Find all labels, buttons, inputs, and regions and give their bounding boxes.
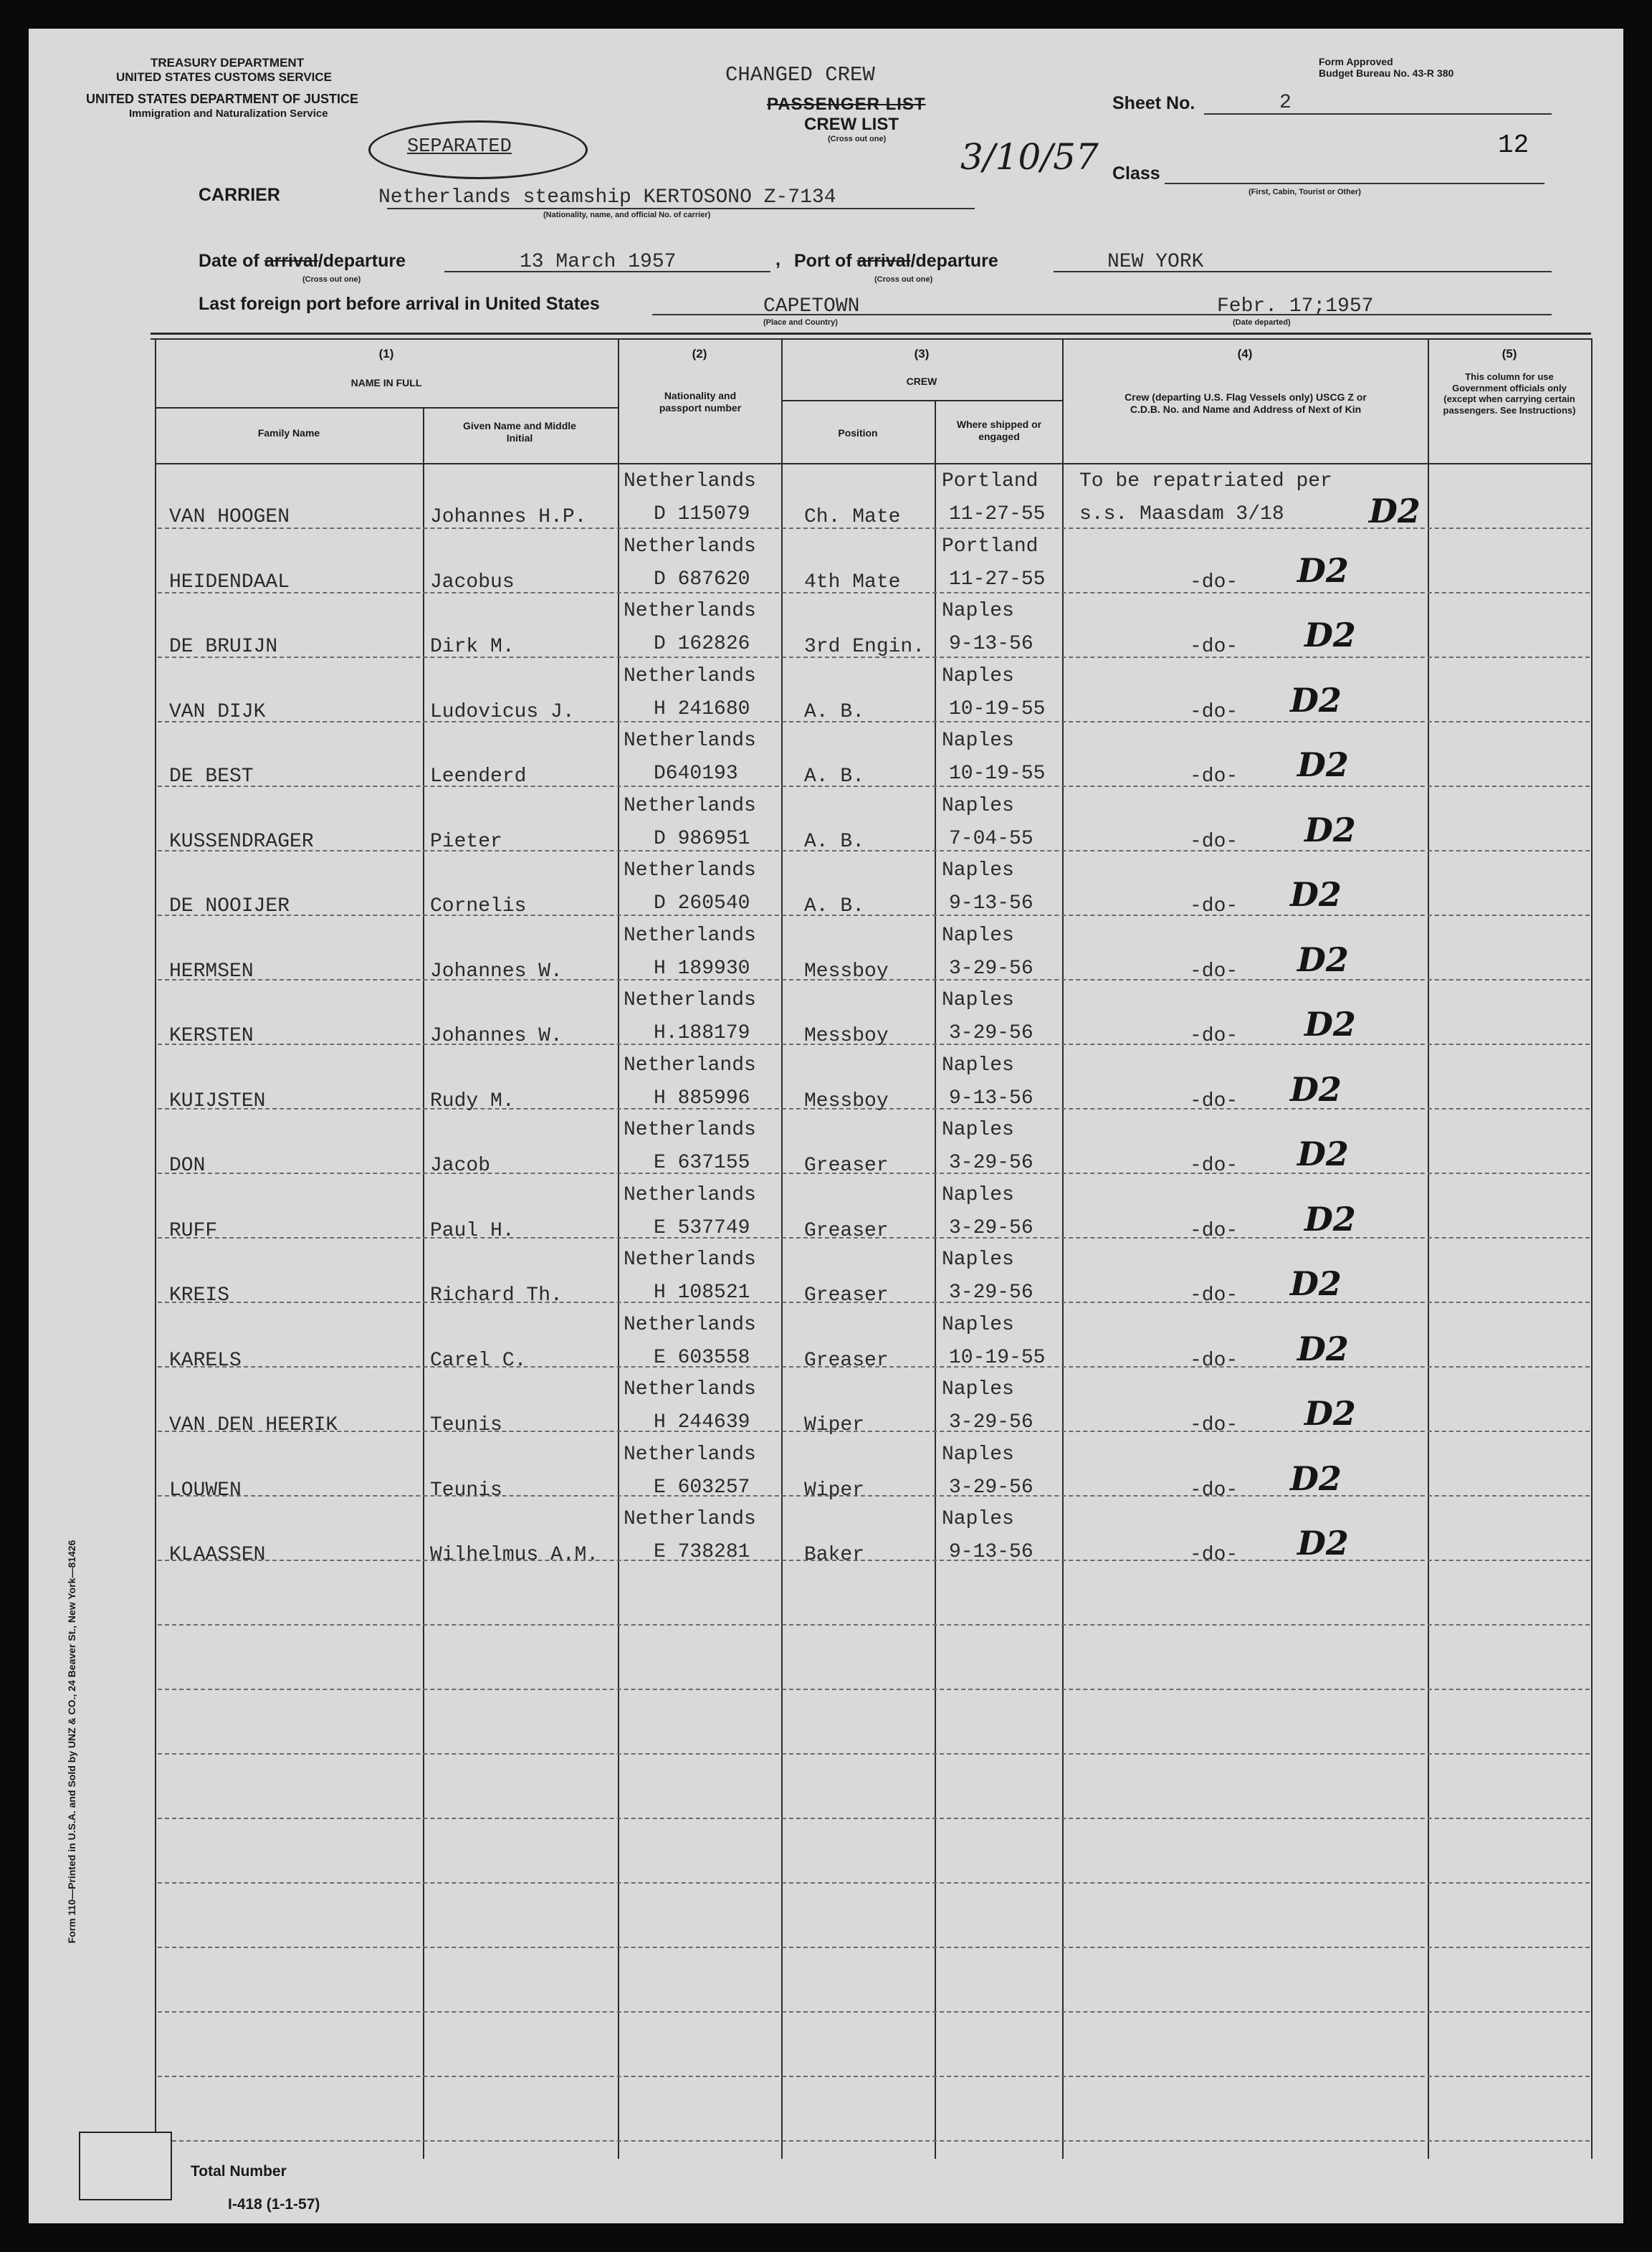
carrier-hint: (Nationality, name, and official No. of carrier) (543, 211, 711, 219)
comma: , (775, 249, 780, 269)
header-bottom-rule (155, 463, 1591, 464)
given-name-cell: Johannes W. (430, 1025, 563, 1047)
family-name-cell: KERSTEN (169, 1025, 254, 1047)
passport-cell: D 115079 (654, 503, 750, 525)
nationality-cell: Netherlands (624, 1443, 756, 1466)
given-name-cell: Johannes W. (430, 960, 563, 983)
shipped-port-cell: Naples (942, 600, 1014, 622)
shipped-port-cell: Naples (942, 1054, 1014, 1077)
position-cell: A. B. (804, 895, 865, 917)
next-of-kin-cell: -do- (1190, 571, 1238, 593)
shipped-port-cell: Naples (942, 730, 1014, 752)
position-cell: Messboy (804, 960, 889, 983)
changed-crew-title: CHANGED CREW (725, 63, 875, 87)
next-of-kin-cell: -do- (1190, 1219, 1238, 1242)
given-name-cell: Jacobus (430, 571, 515, 593)
handwritten-mark: D2 (1304, 1394, 1356, 1433)
place-hint: (Place and Country) (763, 318, 838, 327)
shipped-date-cell: 3-29-56 (949, 1022, 1033, 1044)
next-of-kin-cell: s.s. Maasdam 3/18 (1079, 503, 1284, 525)
col-divider-name (423, 409, 424, 2159)
handwritten-mark: D2 (1297, 1329, 1349, 1368)
given-name-cell: Cornelis (430, 895, 527, 917)
shipped-date-cell: 11-27-55 (949, 568, 1046, 591)
shipped-port-cell: Naples (942, 794, 1014, 817)
col4-title: Crew (departing U.S. Flag Vessels only) USCG Z or C.D.B. No. and Name and Address of Next of Kin (1125, 391, 1367, 415)
given-name-cell: Pieter (430, 830, 502, 853)
position-cell: Greaser (804, 1219, 889, 1242)
shipped-date-cell: 9-13-56 (949, 1541, 1033, 1563)
given-name-header: Given Name and Middle Initial (463, 420, 576, 444)
next-of-kin-cell: -do- (1190, 700, 1238, 723)
row-rule (158, 1818, 1590, 1819)
col3-number: (3) (914, 347, 930, 361)
passport-cell: E 738281 (654, 1541, 750, 1563)
shipped-port-cell: Portland (942, 470, 1039, 492)
col2-title: Nationality and passport number (659, 390, 742, 414)
next-of-kin-cell: -do- (1190, 765, 1238, 788)
handwritten-mark: D2 (1290, 875, 1342, 914)
nationality-cell: Netherlands (624, 1508, 756, 1530)
family-name-cell: HERMSEN (169, 960, 254, 983)
col1-number: (1) (378, 347, 394, 361)
col-divider-3-4 (1062, 338, 1064, 2159)
position-cell: Greaser (804, 1155, 889, 1177)
position-cell: Greaser (804, 1349, 889, 1372)
row-rule (158, 1624, 1590, 1626)
passenger-list-label: PASSENGER LIST (767, 95, 926, 114)
agency-ins: Immigration and Naturalization Service (129, 108, 328, 120)
row-rule (158, 850, 1590, 851)
shipped-date-cell: 10-19-55 (949, 697, 1046, 720)
nationality-cell: Netherlands (624, 535, 756, 558)
position-cell: Ch. Mate (804, 506, 901, 528)
position-cell: Messboy (804, 1025, 889, 1047)
passport-cell: D 986951 (654, 827, 750, 850)
col-divider-4-5 (1428, 338, 1429, 2159)
col5-number: (5) (1501, 347, 1517, 361)
nationality-cell: Netherlands (624, 924, 756, 947)
agency-customs: UNITED STATES CUSTOMS SERVICE (116, 70, 333, 84)
row-rule (158, 2140, 1590, 2142)
shipped-port-cell: Naples (942, 1378, 1014, 1401)
nationality-cell: Netherlands (624, 1119, 756, 1141)
table-left-border (155, 338, 156, 2159)
handwritten-mark: D2 (1304, 616, 1356, 654)
given-name-cell: Rudy M. (430, 1089, 515, 1112)
shipped-date-cell: 9-13-56 (949, 1087, 1033, 1110)
port-label-post: /departure (910, 251, 998, 271)
crew-header-rule (781, 400, 1062, 401)
family-name-cell: VAN DEN HEERIK (169, 1414, 338, 1436)
family-name-cell: KUIJSTEN (169, 1089, 266, 1112)
date-label-pre: Date of (199, 251, 264, 271)
row-rule (158, 1753, 1590, 1755)
nationality-cell: Netherlands (624, 1378, 756, 1401)
row-rule (158, 2076, 1590, 2077)
shipped-date-cell: 3-29-56 (949, 1476, 1033, 1499)
family-name-cell: DE BRUIJN (169, 636, 278, 658)
given-name-cell: Richard Th. (430, 1284, 563, 1307)
given-name-cell: Teunis (430, 1414, 502, 1436)
family-name-cell: LOUWEN (169, 1479, 242, 1502)
name-header-rule (155, 407, 618, 409)
handwritten-mark: D2 (1304, 1005, 1356, 1044)
passport-cell: E 537749 (654, 1216, 750, 1239)
nationality-cell: Netherlands (624, 1183, 756, 1206)
family-name-cell: KUSSENDRAGER (169, 830, 314, 853)
shipped-date-cell: 9-13-56 (949, 892, 1033, 915)
passport-cell: D 162826 (654, 633, 750, 655)
passport-cell: H 241680 (654, 697, 750, 720)
passport-cell: E 603558 (654, 1346, 750, 1369)
shipped-port-cell: Naples (942, 1183, 1014, 1206)
position-cell: A. B. (804, 765, 865, 788)
given-name-cell: Johannes H.P. (430, 506, 587, 528)
next-of-kin-cell: -do- (1190, 1414, 1238, 1436)
next-of-kin-cell: -do- (1190, 895, 1238, 917)
shipped-port-cell: Naples (942, 1508, 1014, 1530)
shipped-date-cell: 10-19-55 (949, 1346, 1046, 1369)
handwritten-mark: D2 (1290, 1264, 1342, 1303)
next-of-kin-cell: -do- (1190, 830, 1238, 853)
crew-table (29, 29, 1623, 2223)
date-value: 13 March 1957 (520, 251, 677, 273)
position-cell: Baker (804, 1544, 865, 1566)
table-right-border (1591, 338, 1593, 2159)
col1-title: NAME IN FULL (350, 377, 422, 388)
row-rule (158, 915, 1590, 916)
shipped-date-cell: 10-19-55 (949, 763, 1046, 785)
page-number: 12 (1498, 130, 1529, 160)
passport-cell: H 108521 (654, 1282, 750, 1304)
nationality-cell: Netherlands (624, 600, 756, 622)
handwritten-mark: D2 (1304, 810, 1356, 849)
shipped-port-cell: Naples (942, 1443, 1014, 1466)
form-approved: Form Approved (1319, 56, 1393, 67)
passport-cell: D640193 (654, 763, 738, 785)
passport-cell: H 189930 (654, 957, 750, 980)
separated-stamp-text: SEPARATED (407, 136, 512, 158)
handwritten-mark: D2 (1290, 680, 1342, 720)
given-name-cell: Leenderd (430, 765, 527, 788)
port-value: NEW YORK (1107, 251, 1204, 273)
handwritten-mark: D2 (1290, 1069, 1342, 1109)
given-name-cell: Dirk M. (430, 636, 515, 658)
col-divider-3-inner (935, 401, 936, 2159)
nationality-cell: Netherlands (624, 794, 756, 817)
agency-justice: UNITED STATES DEPARTMENT OF JUSTICE (86, 92, 359, 106)
row-rule (158, 2011, 1590, 2013)
last-port-value: CAPETOWN (763, 295, 860, 318)
port-hint: (Cross out one) (874, 275, 933, 284)
agency-treasury: TREASURY DEPARTMENT (151, 56, 305, 70)
family-name-cell: VAN HOOGEN (169, 506, 290, 528)
port-label-strike: arrival (856, 251, 911, 271)
nationality-cell: Netherlands (624, 989, 756, 1011)
shipped-port-cell: Naples (942, 859, 1014, 882)
handwritten-mark: D2 (1369, 492, 1421, 530)
position-cell: Wiper (804, 1479, 865, 1502)
given-name-cell: Teunis (430, 1479, 502, 1502)
shipped-port-cell: Portland (942, 535, 1039, 558)
row-rule (158, 1882, 1590, 1884)
shipped-date-cell: 3-29-56 (949, 1282, 1033, 1304)
date-hint: (Cross out one) (302, 275, 361, 284)
crew-list-label: CREW LIST (804, 115, 899, 134)
last-port-label: Last foreign port before arrival in United States (199, 294, 600, 314)
date-label-strike: arrival (264, 251, 318, 271)
next-of-kin-cell: -do- (1190, 1349, 1238, 1372)
cross-out-hint: (Cross out one) (828, 135, 887, 143)
class-hint: (First, Cabin, Tourist or Other) (1248, 188, 1361, 196)
date-label-post: /departure (317, 251, 406, 271)
shipped-date-cell: 11-27-55 (949, 503, 1046, 525)
nationality-cell: Netherlands (624, 1054, 756, 1077)
shipped-date-cell: 7-04-55 (949, 827, 1033, 850)
nationality-cell: Netherlands (624, 470, 756, 492)
shipped-date-cell: 3-29-56 (949, 1411, 1033, 1433)
position-cell: Wiper (804, 1414, 865, 1436)
handwritten-mark: D2 (1297, 940, 1349, 979)
side-note: Form 110—Printed in U.S.A. and Sold by UNZ & CO., 24 Beaver St., New York—81426 (66, 1540, 77, 1944)
budget-bureau: Budget Bureau No. 43-R 380 (1319, 67, 1454, 79)
shipped-port-cell: Naples (942, 924, 1014, 947)
row-rule (158, 1431, 1590, 1432)
family-name-cell: RUFF (169, 1219, 218, 1242)
form-number: I-418 (1-1-57) (228, 2196, 320, 2213)
date-departed-value: Febr. 17;1957 (1217, 295, 1374, 318)
nationality-cell: Netherlands (624, 664, 756, 687)
handwritten-date: 3/10/57 (960, 136, 1099, 178)
family-name-cell: KREIS (169, 1284, 230, 1307)
col2-number: (2) (692, 347, 707, 361)
passport-cell: D 260540 (654, 892, 750, 915)
passport-cell: H 244639 (654, 1411, 750, 1433)
family-name-header: Family Name (257, 427, 320, 439)
shipped-port-cell: Naples (942, 1119, 1014, 1141)
carrier-value: Netherlands steamship KERTOSONO Z-7134 (378, 186, 836, 209)
next-of-kin-cell: -do- (1190, 636, 1238, 658)
class-label: Class (1112, 163, 1160, 183)
family-name-cell: VAN DIJK (169, 700, 266, 723)
next-of-kin-cell: -do- (1190, 960, 1238, 983)
position-cell: Messboy (804, 1089, 889, 1112)
given-name-cell: Wilhelmus A.M. (430, 1544, 599, 1566)
next-of-kin-cell: -do- (1190, 1025, 1238, 1047)
port-label-pre: Port of (794, 251, 857, 271)
carrier-label: CARRIER (199, 185, 280, 205)
position-header: Position (838, 427, 878, 439)
shipped-date-cell: 3-29-56 (949, 1152, 1033, 1174)
shipped-port-cell: Naples (942, 1313, 1014, 1336)
passport-cell: E 603257 (654, 1476, 750, 1499)
row-rule (158, 1947, 1590, 1948)
next-of-kin-cell: -do- (1190, 1479, 1238, 1502)
sheet-label: Sheet No. (1112, 93, 1195, 113)
family-name-cell: HEIDENDAAL (169, 571, 290, 593)
row-rule (158, 1495, 1590, 1497)
handwritten-mark: D2 (1290, 1459, 1342, 1498)
shipped-date-cell: 3-29-56 (949, 1216, 1033, 1239)
given-name-cell: Jacob (430, 1155, 491, 1177)
shipped-date-cell: 9-13-56 (949, 633, 1033, 655)
nationality-cell: Netherlands (624, 1313, 756, 1336)
family-name-cell: KLAASSEN (169, 1544, 266, 1566)
document-page (29, 29, 1623, 2223)
handwritten-mark: D2 (1297, 745, 1349, 784)
given-name-cell: Paul H. (430, 1219, 515, 1242)
family-name-cell: DE NOOIJER (169, 895, 290, 917)
next-of-kin-cell: -do- (1190, 1284, 1238, 1307)
next-of-kin-cell: -do- (1190, 1544, 1238, 1566)
sheet-number: 2 (1279, 92, 1291, 114)
where-shipped-header: Where shipped or engaged (956, 419, 1042, 442)
total-number-label: Total Number (191, 2163, 287, 2180)
given-name-cell: Ludovicus J. (430, 700, 575, 723)
next-of-kin-cell: -do- (1190, 1155, 1238, 1177)
handwritten-mark: D2 (1297, 1524, 1349, 1562)
given-name-cell: Carel C. (430, 1349, 527, 1372)
handwritten-mark: D2 (1297, 550, 1349, 590)
passport-cell: H.188179 (654, 1022, 750, 1044)
col3-title: CREW (906, 376, 937, 387)
date-departed-hint: (Date departed) (1233, 318, 1291, 327)
row-rule (158, 721, 1590, 722)
shipped-date-cell: 3-29-56 (949, 957, 1033, 980)
position-cell: A. B. (804, 830, 865, 853)
row-rule (158, 1560, 1590, 1561)
handwritten-mark: D2 (1304, 1199, 1356, 1239)
family-name-cell: KARELS (169, 1349, 242, 1372)
position-cell: A. B. (804, 700, 865, 723)
nationality-cell: Netherlands (624, 859, 756, 882)
position-cell: 3rd Engin. (804, 636, 925, 658)
nationality-cell: Netherlands (624, 1249, 756, 1271)
col5-title: This column for use Government officials only (except when carrying certain passengers. See Instructions) (1443, 371, 1576, 416)
passport-cell: H 885996 (654, 1087, 750, 1110)
position-cell: 4th Mate (804, 571, 901, 593)
shipped-port-cell: Naples (942, 989, 1014, 1011)
col4-number: (4) (1237, 347, 1253, 361)
shipped-port-cell: Naples (942, 664, 1014, 687)
total-number-box (79, 2132, 172, 2200)
row-rule (158, 1689, 1590, 1690)
passport-cell: D 687620 (654, 568, 750, 591)
nationality-cell: Netherlands (624, 730, 756, 752)
passport-cell: E 637155 (654, 1152, 750, 1174)
family-name-cell: DON (169, 1155, 206, 1177)
row-rule (158, 786, 1590, 787)
next-of-kin-cell: -do- (1190, 1089, 1238, 1112)
col-divider-2-3 (781, 338, 783, 2159)
position-cell: Greaser (804, 1284, 889, 1307)
handwritten-mark: D2 (1297, 1135, 1349, 1173)
col-divider-1-2 (618, 338, 619, 2159)
next-of-kin-cell: To be repatriated per (1079, 470, 1332, 492)
shipped-port-cell: Naples (942, 1249, 1014, 1271)
family-name-cell: DE BEST (169, 765, 254, 788)
